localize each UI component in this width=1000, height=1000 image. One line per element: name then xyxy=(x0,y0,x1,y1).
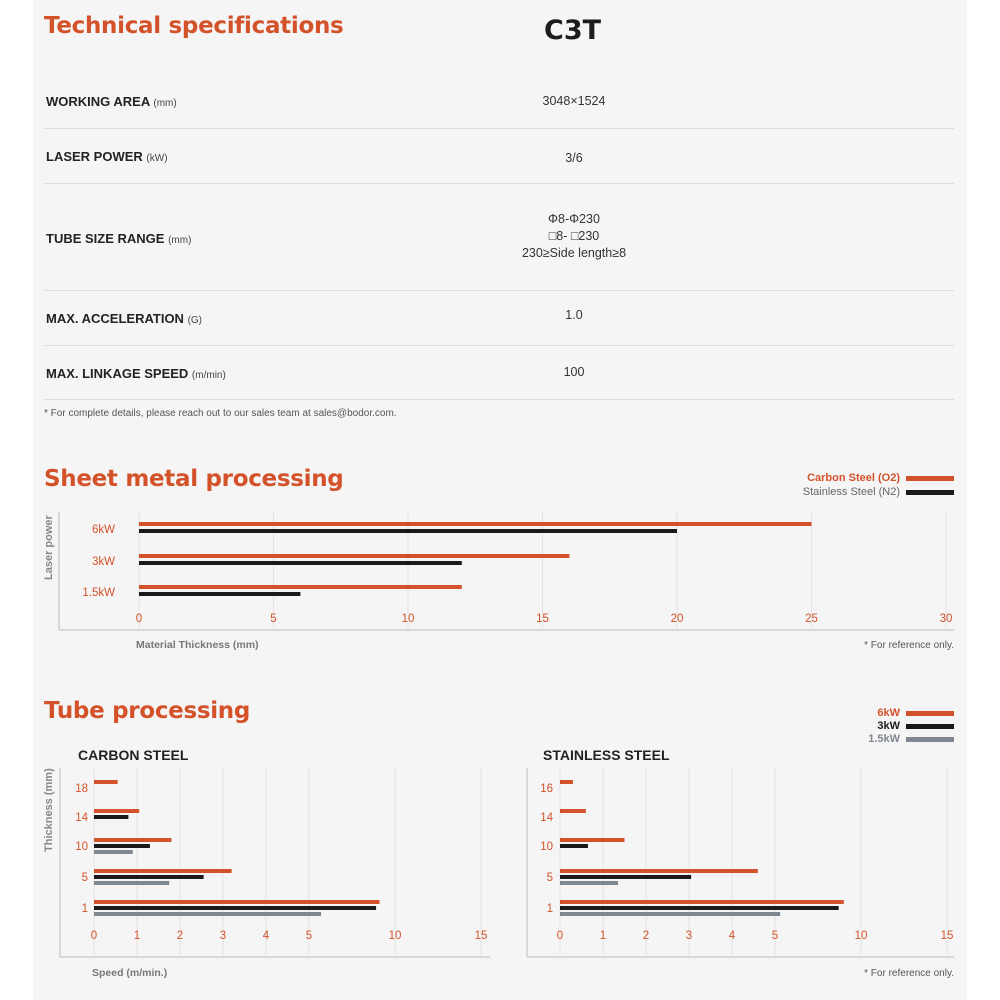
bar xyxy=(94,881,169,885)
spec-unit: (kW) xyxy=(146,153,168,164)
bar xyxy=(94,815,128,819)
bar xyxy=(94,844,150,848)
sheet-x-axis-label: Material Thickness (mm) xyxy=(136,639,259,651)
stainless-steel-title: STAINLESS STEEL xyxy=(543,747,670,763)
category-label: 5 xyxy=(81,872,88,884)
legend-label: 3kW xyxy=(877,720,900,732)
spec-value: Φ8-Φ230 □8- □230 230≥Side length≥8 xyxy=(521,212,627,260)
tick-label: 1 xyxy=(599,930,607,942)
legend-label: Carbon Steel (O2) xyxy=(807,472,900,484)
category-label: 10 xyxy=(540,841,553,853)
category-label: 18 xyxy=(75,783,88,795)
bar xyxy=(94,912,321,916)
sheet-note: * For reference only. xyxy=(864,640,954,651)
spec-value: 1.0 xyxy=(565,308,583,322)
tick-label: 2 xyxy=(642,930,650,942)
spec-label-text: WORKING AREA xyxy=(46,94,150,109)
sheet-y-axis-label: Laser power xyxy=(43,515,55,580)
bar xyxy=(94,838,171,842)
bar xyxy=(139,592,300,596)
legend-label: 6kW xyxy=(877,707,900,719)
carbon-steel-title: CARBON STEEL xyxy=(78,747,189,763)
legend-label: 1.5kW xyxy=(868,733,900,745)
category-label: 10 xyxy=(75,841,88,853)
bar xyxy=(560,809,586,813)
tube-note: * For reference only. xyxy=(864,968,954,979)
spec-value: 100 xyxy=(563,365,585,379)
tick-label: 15 xyxy=(940,930,954,942)
tick-label: 1 xyxy=(133,930,141,942)
category-label: 14 xyxy=(540,812,553,824)
spec-unit: (mm) xyxy=(168,235,192,246)
bar xyxy=(94,809,139,813)
spec-value: 3/6 xyxy=(565,151,583,165)
spec-label-text: LASER POWER xyxy=(46,149,143,164)
bar xyxy=(560,844,588,848)
tube-y-axis-label: Thickness (mm) xyxy=(43,768,55,852)
bar xyxy=(560,838,625,842)
bar xyxy=(560,912,780,916)
tube-x-axis-label: Speed (m/min.) xyxy=(92,967,168,979)
spec-label-text: MAX. ACCELERATION xyxy=(46,311,184,326)
spec-unit: (G) xyxy=(187,315,203,326)
spec-unit: (m/min) xyxy=(191,370,226,381)
tick-label: 10 xyxy=(854,930,868,942)
spec-unit: (mm) xyxy=(153,98,177,109)
model-name: C3T xyxy=(544,15,602,46)
tick-label: 4 xyxy=(262,930,270,942)
spec-title: Technical specifications xyxy=(44,13,344,39)
legend-label: Stainless Steel (N2) xyxy=(802,486,900,498)
bar xyxy=(560,875,691,879)
tick-label: 0 xyxy=(556,930,564,942)
sheet-title: Sheet metal processing xyxy=(44,466,344,492)
category-label: 5 xyxy=(546,872,553,884)
tick-label: 25 xyxy=(805,613,818,625)
tick-label: 2 xyxy=(176,930,184,942)
category-label: 14 xyxy=(75,812,88,824)
tick-label: 3 xyxy=(219,930,227,942)
bar xyxy=(139,585,462,589)
tick-label: 10 xyxy=(401,613,415,625)
bar xyxy=(560,869,758,873)
category-label: 6kW xyxy=(92,524,115,536)
spec-note: * For complete details, please reach out to our sales team at sales@bodor.com. xyxy=(44,408,397,419)
tick-label: 20 xyxy=(670,613,684,625)
tick-label: 5 xyxy=(771,930,779,942)
category-label: 1.5kW xyxy=(82,587,115,599)
tick-label: 0 xyxy=(90,930,98,942)
spec-value: 3048×1524 xyxy=(542,94,606,108)
bar xyxy=(139,554,569,558)
bar xyxy=(560,780,573,784)
tube-title: Tube processing xyxy=(44,698,251,724)
bar xyxy=(560,900,844,904)
spec-label-text: TUBE SIZE RANGE xyxy=(46,231,165,246)
tick-label: 5 xyxy=(305,930,313,942)
category-label: 1 xyxy=(81,903,88,915)
tick-label: 0 xyxy=(135,613,143,625)
tick-label: 15 xyxy=(536,613,549,625)
bar xyxy=(560,906,839,910)
bar xyxy=(94,900,380,904)
tick-label: 15 xyxy=(474,930,488,942)
bar xyxy=(94,906,376,910)
bar xyxy=(94,850,133,854)
bar xyxy=(139,561,462,565)
spec-label-text: MAX. LINKAGE SPEED xyxy=(46,366,189,381)
tick-label: 5 xyxy=(270,613,277,625)
bar xyxy=(560,881,618,885)
bar xyxy=(94,780,118,784)
category-label: 1 xyxy=(546,903,553,915)
tick-label: 30 xyxy=(939,613,953,625)
tick-label: 10 xyxy=(388,930,402,942)
category-label: 16 xyxy=(540,783,553,795)
bar xyxy=(94,869,232,873)
bar xyxy=(139,529,677,533)
tick-label: 4 xyxy=(728,930,736,942)
category-label: 3kW xyxy=(92,556,115,568)
tick-label: 3 xyxy=(685,930,693,942)
bar xyxy=(94,875,204,879)
bar xyxy=(139,522,812,526)
